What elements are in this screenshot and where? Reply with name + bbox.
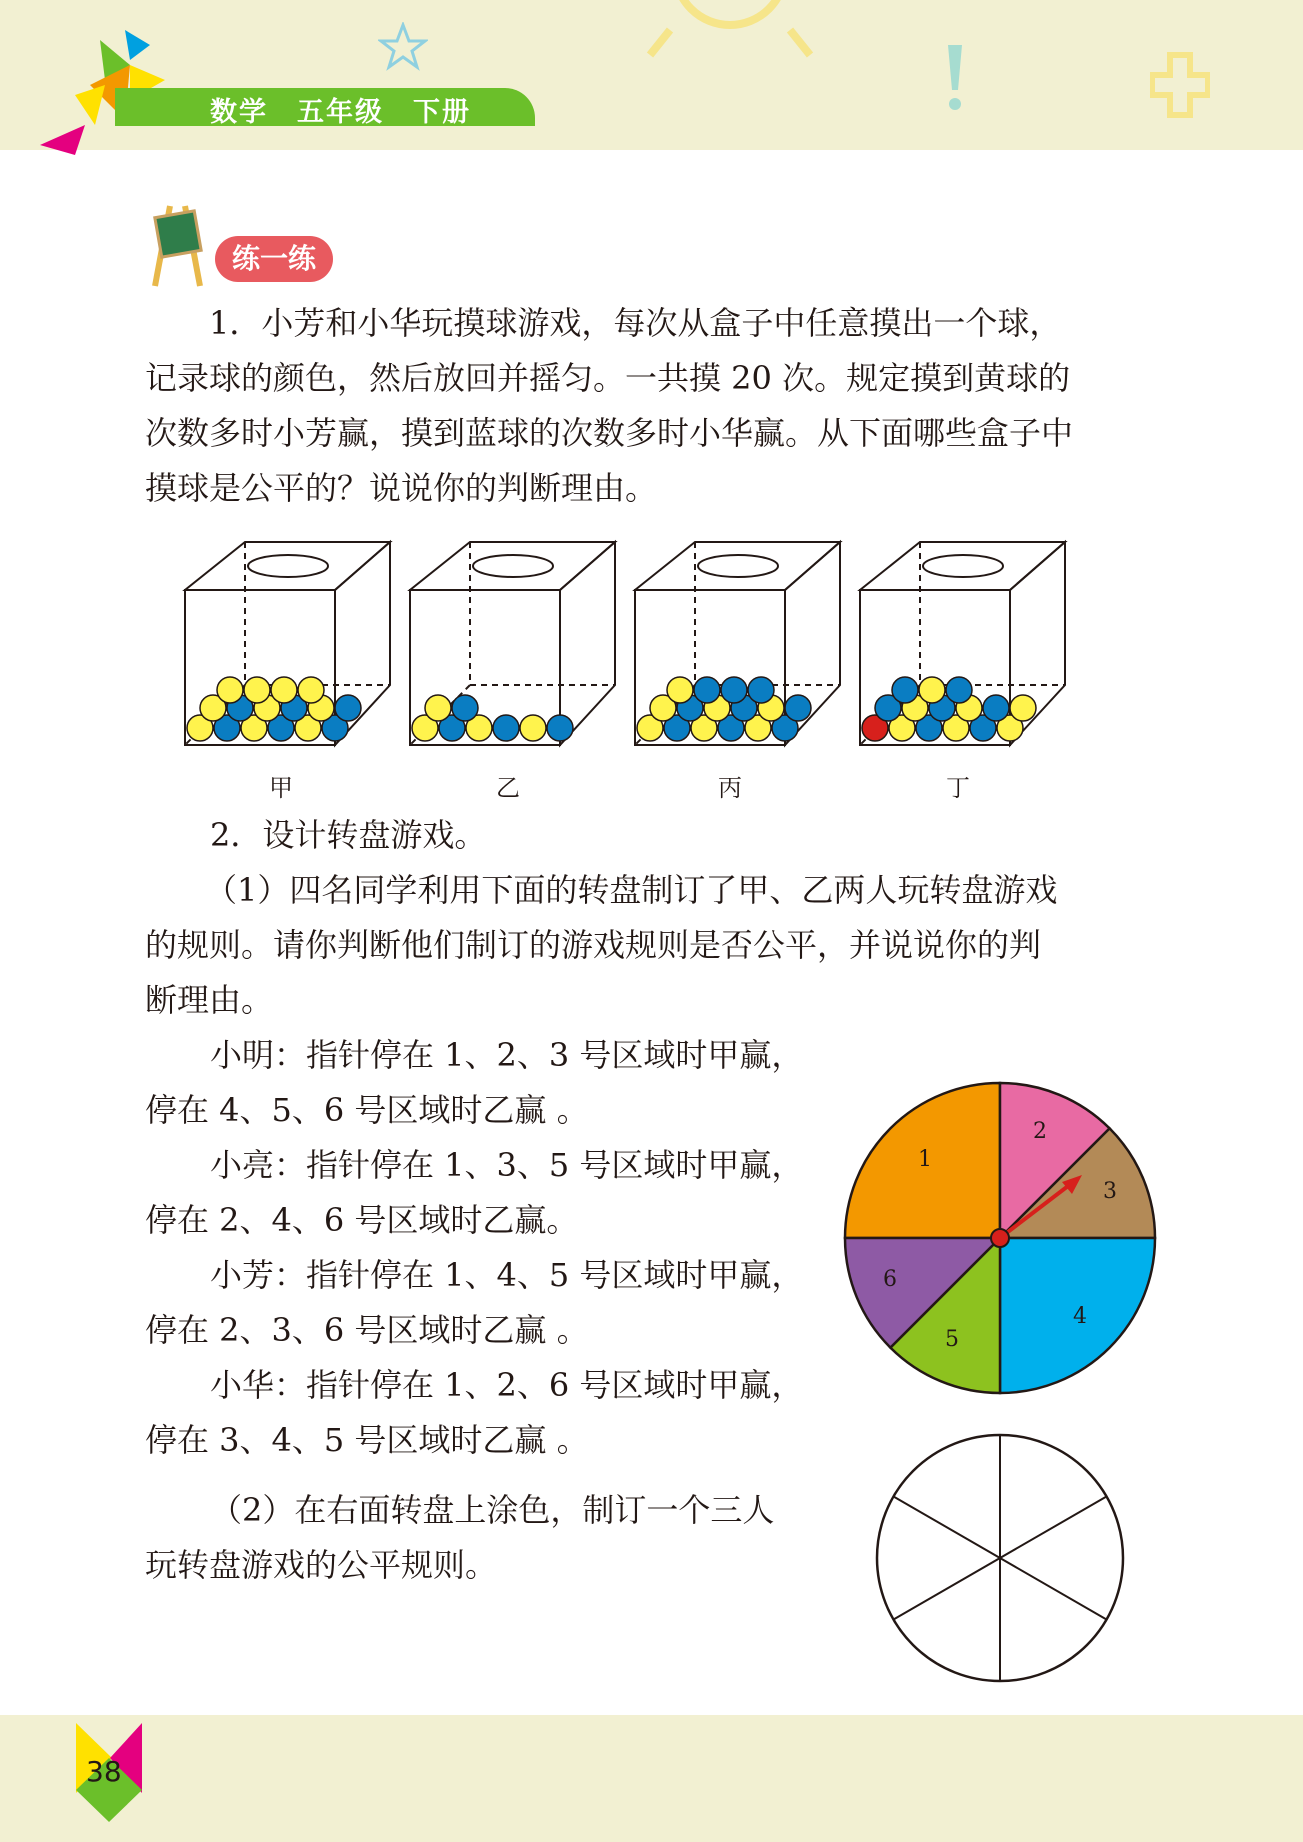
q1-line-4: 摸球是公平的？说说你的判断理由。 xyxy=(145,469,658,507)
q2-part1-line-2: 的规则。请你判断他们制订的游戏规则是否公平，并说说你的判 xyxy=(145,926,1042,964)
yellow-ball xyxy=(271,677,297,703)
blue-ball xyxy=(892,677,918,703)
box-label-bing: 丙 xyxy=(718,774,742,802)
rule-xiaofang-line-1: 小芳：指针停在 1、4、5 号区域时甲赢， xyxy=(210,1256,804,1294)
colored-spinner xyxy=(830,1070,1170,1410)
yellow-ball xyxy=(520,715,546,741)
rule-xiaofang-line-2: 停在 2、3、6 号区域时乙赢 。 xyxy=(145,1311,589,1349)
rule-xiaoming-line-1: 小明：指针停在 1、2、3 号区域时甲赢， xyxy=(210,1036,804,1074)
practice-badge: 练一练 xyxy=(215,236,333,282)
sun-decoration xyxy=(600,0,860,70)
blue-ball xyxy=(335,695,361,721)
yellow-ball xyxy=(1010,695,1036,721)
blue-ball xyxy=(493,715,519,741)
rule-xiaoliang-line-2: 停在 2、4、6 号区域时乙赢。 xyxy=(145,1201,579,1239)
blue-ball xyxy=(547,715,573,741)
ball-boxes-figure xyxy=(180,530,1110,760)
rule-xiaoliang-line-1: 小亮：指针停在 1、3、5 号区域时甲赢， xyxy=(210,1146,804,1184)
spinner-pivot xyxy=(991,1229,1009,1247)
q2-title: 2．设计转盘游戏。 xyxy=(210,816,487,854)
yellow-ball xyxy=(425,695,451,721)
spinner-label-6: 6 xyxy=(883,1267,897,1292)
yellow-ball xyxy=(217,677,243,703)
footer-band xyxy=(0,1715,1303,1842)
rule-xiaohua-line-2: 停在 3、4、5 号区域时乙赢 。 xyxy=(145,1421,589,1459)
yellow-ball xyxy=(667,677,693,703)
blue-ball xyxy=(785,695,811,721)
header-title: 数学 五年级 下册 xyxy=(210,97,471,128)
easel-icon xyxy=(140,196,215,291)
blue-ball xyxy=(946,677,972,703)
box-label-yi: 乙 xyxy=(496,774,520,802)
blue-ball xyxy=(452,695,478,721)
q1-line-1: 1．小芳和小华玩摸球游戏，每次从盒子中任意摸出一个球， xyxy=(209,304,1062,342)
ball-box xyxy=(635,542,840,745)
spinner-label-3: 3 xyxy=(1103,1179,1117,1204)
yellow-ball xyxy=(919,677,945,703)
blank-spinner xyxy=(865,1425,1145,1695)
star-decoration xyxy=(378,22,428,72)
page-number: 38 xyxy=(86,1755,122,1788)
q2-part2-line-1: （2）在右面转盘上涂色，制订一个三人 xyxy=(210,1491,775,1529)
exclamation-decoration xyxy=(940,40,970,115)
spinner-label-5: 5 xyxy=(945,1327,959,1352)
spinner-label-4: 4 xyxy=(1073,1304,1087,1329)
ball-box xyxy=(185,542,390,745)
blue-ball xyxy=(721,677,747,703)
box-label-jia: 甲 xyxy=(269,774,293,802)
spinner-label-2: 2 xyxy=(1033,1119,1047,1144)
blue-ball xyxy=(983,695,1009,721)
yellow-ball xyxy=(298,677,324,703)
rule-xiaohua-line-1: 小华：指针停在 1、2、6 号区域时甲赢， xyxy=(210,1366,804,1404)
ball-box xyxy=(410,542,615,745)
plus-decoration xyxy=(1150,50,1210,120)
q2-part1-line-1: （1）四名同学利用下面的转盘制订了甲、乙两人玩转盘游戏 xyxy=(205,871,1058,909)
blue-ball xyxy=(748,677,774,703)
box-label-ding: 丁 xyxy=(946,774,970,802)
q1-line-3: 次数多时小芳赢，摸到蓝球的次数多时小华赢。从下面哪些盒子中 xyxy=(145,414,1074,452)
q2-part1-line-3: 断理由。 xyxy=(145,981,274,1019)
ball-box xyxy=(860,542,1065,745)
q2-part2-line-2: 玩转盘游戏的公平规则。 xyxy=(145,1546,498,1584)
yellow-ball xyxy=(244,677,270,703)
blue-ball xyxy=(694,677,720,703)
q1-line-2: 记录球的颜色，然后放回并摇匀。一共摸 20 次。规定摸到黄球的 xyxy=(145,359,1071,397)
spinner-label-1: 1 xyxy=(918,1147,932,1172)
rule-xiaoming-line-2: 停在 4、5、6 号区域时乙赢 。 xyxy=(145,1091,589,1129)
